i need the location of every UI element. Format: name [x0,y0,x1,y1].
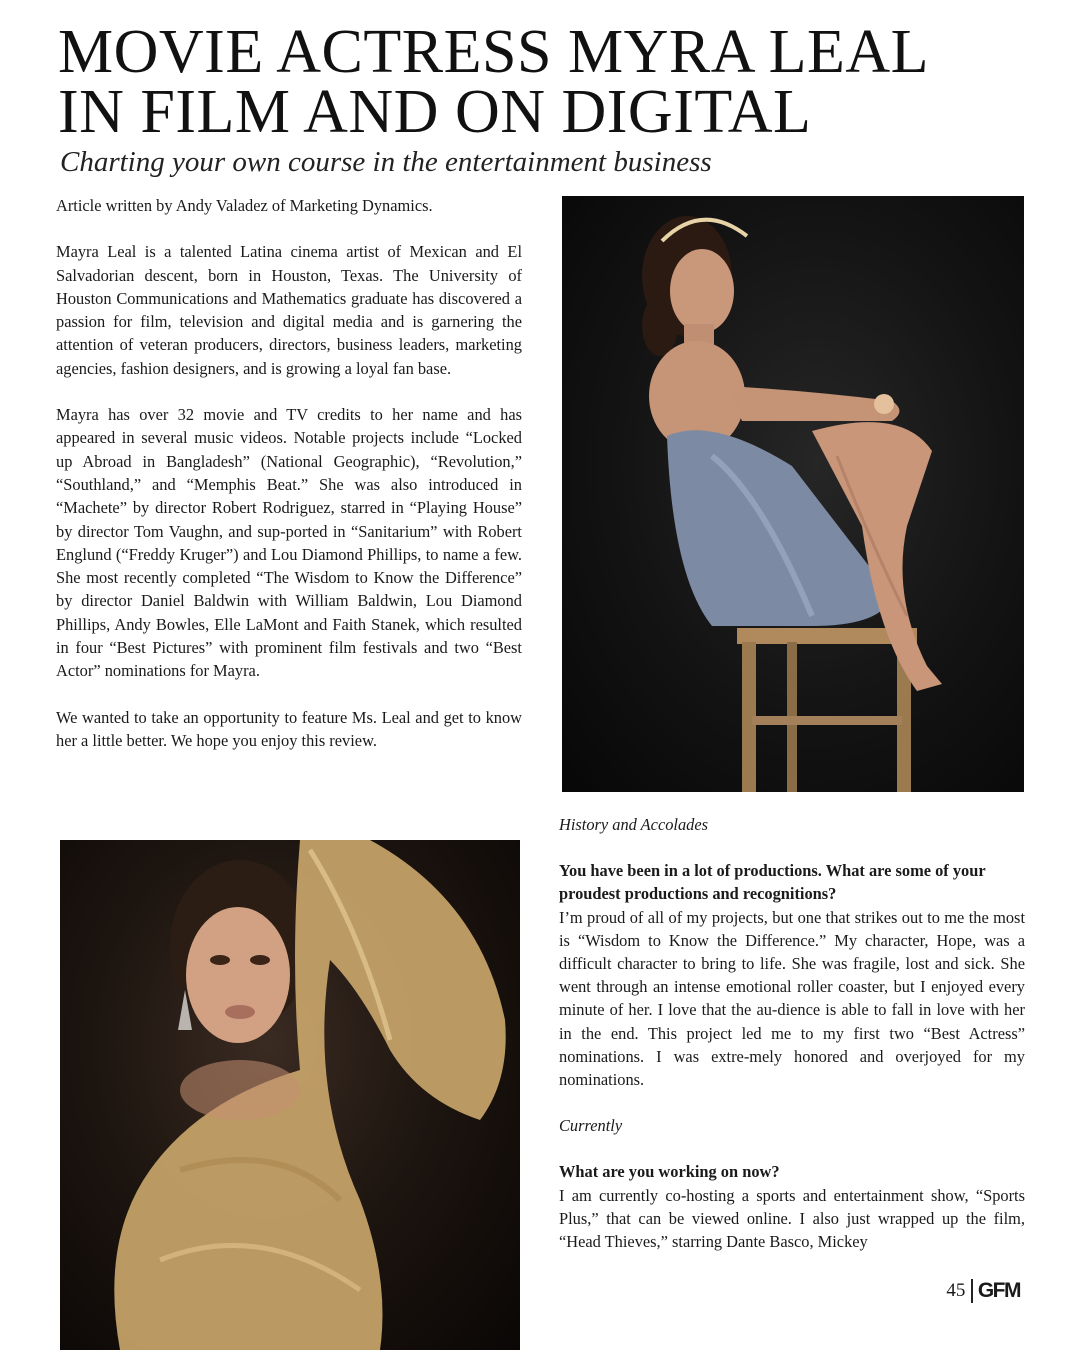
headline-line-1: MOVIE ACTRESS MYRA LEAL [58,18,929,86]
intro-paragraph-3: We wanted to take an opportunity to feature Ms. Leal and get to know her a little better. We hope you enjoy this review. [56,707,522,750]
page-folio [946,1279,1020,1303]
question-1: You have been in a lot of productions. What are some of your proudest productions and recognitions? [559,861,986,904]
question-2: What are you working on now? [559,1162,780,1182]
section-heading-currently: Currently [559,1116,623,1136]
left-column [56,194,522,775]
photo-seated-on-stool [562,196,1024,792]
photo-gold-shawl [60,840,520,1350]
headline [58,18,1058,146]
page-number: 45 [946,1280,966,1301]
intro-paragraph-1: Mayra Leal is a talented Latina cinema artist of Mexican and El Salvadorian descent, born in Houston, Texas. The University of Houston Communications and Mathematics graduate has discovered a passion for film, television and digital media and is garnering the attention of veteran producers, directors, business leaders, marketing agencies, fashion designers, and is growing a loyal fan base. [56,242,522,378]
folio-divider [971,1279,973,1303]
intro-paragraph-2: Mayra has over 32 movie and TV credits to her name and has appeared in several music videos. Notable projects include “Locked up Abroad in Bangladesh” (National Geographic), “Revolution,” “Southland,” and “Memphis Beat.” She was also introduced in “Machete” by director Robert Rodriguez, starred in “Playing House” by director Tom Vaughn, and sup-ported in “Sanitarium” with Robert Englund (“Freddy Kruger”) and Lou Diamond Phillips, to name a few. She most recently completed “The Wisdom to Know the Difference” by director Daniel Baldwin with William Baldwin, Lou Diamond Phillips, Andy Bowles, Elle LaMont and Faith Stanek, which resulted in four “Best Pictures” with prominent film festivals and two “Best Actor” nominations for Mayra. [56,405,522,681]
answer-1: I’m proud of all of my projects, but one that strikes out to me the most is “Wisdom to Know the Difference.” My character, Hope, was a difficult character to bring to life. She was fragile, lost and sick. She went through an intense emotional roller coaster, but I enjoyed every minute of her. I love that the au-dience is able to fall in love with her in the end. This project led me to my first two “Best Actress” nominations. I was extre-mely honored and overjoyed for my nominations. [559,907,1025,1090]
subtitle: Charting your own course in the entertainment business [60,146,712,178]
answer-2: I am currently co-hosting a sports and entertainment show, “Sports Plus,” that can be viewed online. I also just wrapped up the film, “Head Thieves,” starring Dante Basco, Mickey [559,1185,1025,1252]
section-heading-history: History and Accolades [559,815,709,834]
magazine-logo: GFM [977,1279,1020,1302]
byline: Article written by Andy Valadez of Marketing Dynamics. [56,196,433,215]
right-column [559,813,1025,1276]
headline-line-2: IN FILM AND ON DIGITAL [58,78,812,146]
